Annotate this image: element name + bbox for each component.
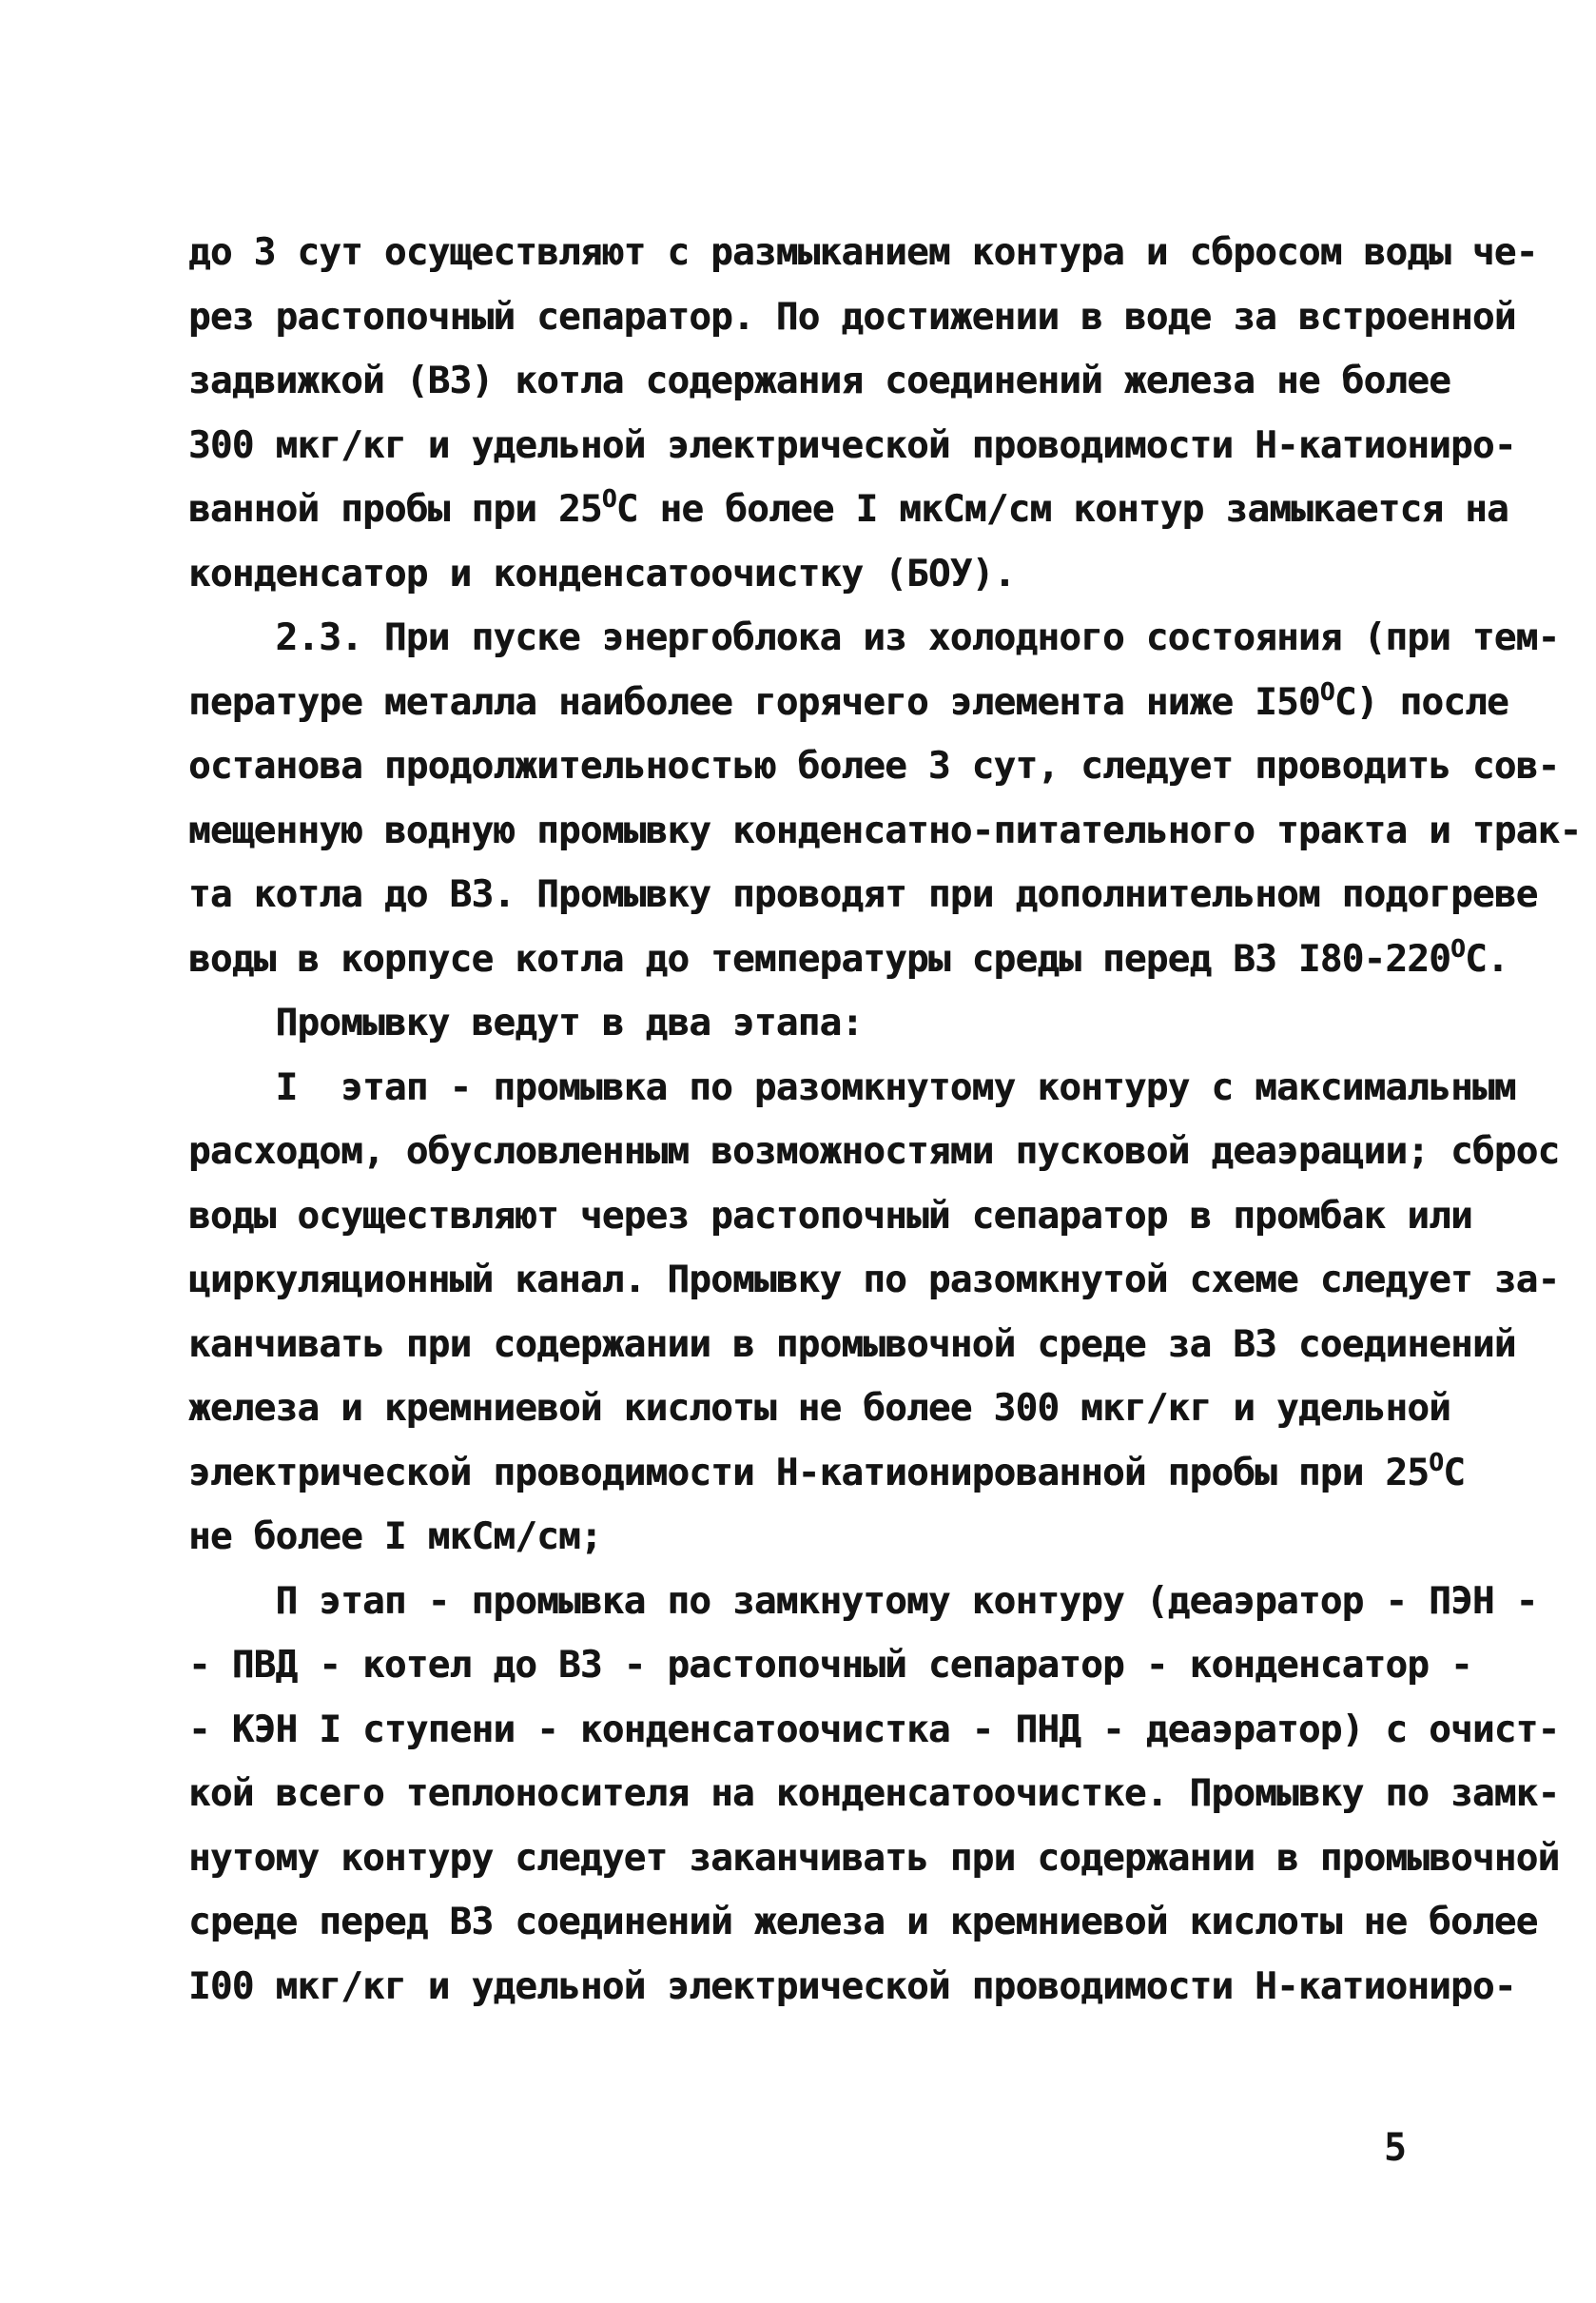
text-line: конденсатор и конденсатоочистку (БОУ). (188, 552, 1016, 595)
text-line: не более I мкСм/см; (188, 1515, 602, 1558)
text-line: кой всего теплоносителя на конденсатоочистке. Промывку по замк- (188, 1772, 1560, 1815)
text-fragment: С. (1465, 937, 1508, 981)
text-line: нутому контуру следует заканчивать при содержании в промывочной (188, 1836, 1560, 1880)
text-line (188, 927, 1508, 992)
text-line: канчивать при содержании в промывочной среде за ВЗ соединений (188, 1322, 1516, 1366)
text-fragment: С) после (1333, 680, 1508, 724)
section-heading-line: 2.3. При пуске энергоблока из холодного состояния (при тем- (188, 616, 1560, 659)
text-line (188, 1441, 1466, 1506)
text-line: I00 мкг/кг и удельной электрической проводимости Н-катиониро- (188, 1964, 1516, 2008)
text-line (188, 671, 1508, 735)
text-fragment: С (1443, 1451, 1466, 1494)
text-line (188, 478, 1508, 542)
text-line: Промывку ведут в два этапа: (188, 1002, 864, 1044)
text-line: - КЭН I ступени - конденсатоочистка - ПНД - деаэратор) с очист- (188, 1708, 1560, 1751)
text-line: 300 мкг/кг и удельной электрической проводимости Н-катиониро- (188, 423, 1516, 467)
text-line: воды осуществляют через растопочный сепаратор в промбак или (188, 1194, 1472, 1238)
text-fragment: ванной пробы при 25 (188, 488, 602, 531)
text-fragment: электрической проводимости Н-катионированной пробы при 25 (188, 1451, 1430, 1494)
text-fragment: воды в корпусе котла до температуры среды перед ВЗ I80-220 (188, 937, 1451, 981)
text-line: железа и кремниевой кислоты не более 300 мкг/кг и удельной (188, 1387, 1451, 1430)
degree-superscript: О (1319, 677, 1334, 707)
degree-superscript: О (1450, 934, 1466, 964)
text-line: расходом, обусловленным возможностями пусковой деаэрации; сброс (188, 1130, 1560, 1173)
page-number: 5 (1384, 2126, 1408, 2170)
degree-superscript: О (601, 485, 616, 514)
body-text (188, 221, 1582, 2019)
degree-superscript: О (1429, 1448, 1444, 1477)
text-line: I этап - промывка по разомкнутому контуру с максимальным (188, 1065, 1516, 1109)
text-line: среде перед ВЗ соединений железа и кремниевой кислоты не более (188, 1901, 1538, 1943)
text-line: рез растопочный сепаратор. По достижении в воде за встроенной (188, 295, 1516, 339)
text-line: задвижкой (ВЗ) котла содержания соединений железа не более (188, 360, 1451, 402)
text-line: - ПВД - котел до ВЗ - растопочный сепаратор - конденсатор - (188, 1644, 1472, 1687)
text-line: до 3 сут осуществляют с размыканием контура и сбросом воды че- (188, 231, 1538, 274)
text-fragment: пературе металла наиболее горячего элемента ниже I50 (188, 680, 1320, 724)
text-line: мещенную водную промывку конденсатно-питательного тракта и трак- (188, 809, 1582, 852)
text-line: останова продолжительностью более 3 сут, следует проводить сов- (188, 745, 1560, 788)
text-line: П этап - промывка по замкнутому контуру (деаэратор - ПЭН - (188, 1579, 1538, 1623)
text-line: та котла до ВЗ. Промывку проводят при дополнительном подогреве (188, 873, 1538, 916)
text-fragment: С не более I мкСм/см контур замыкается на (615, 488, 1508, 531)
text-line: циркуляционный канал. Промывку по разомкнутой схеме следует за- (188, 1259, 1560, 1301)
